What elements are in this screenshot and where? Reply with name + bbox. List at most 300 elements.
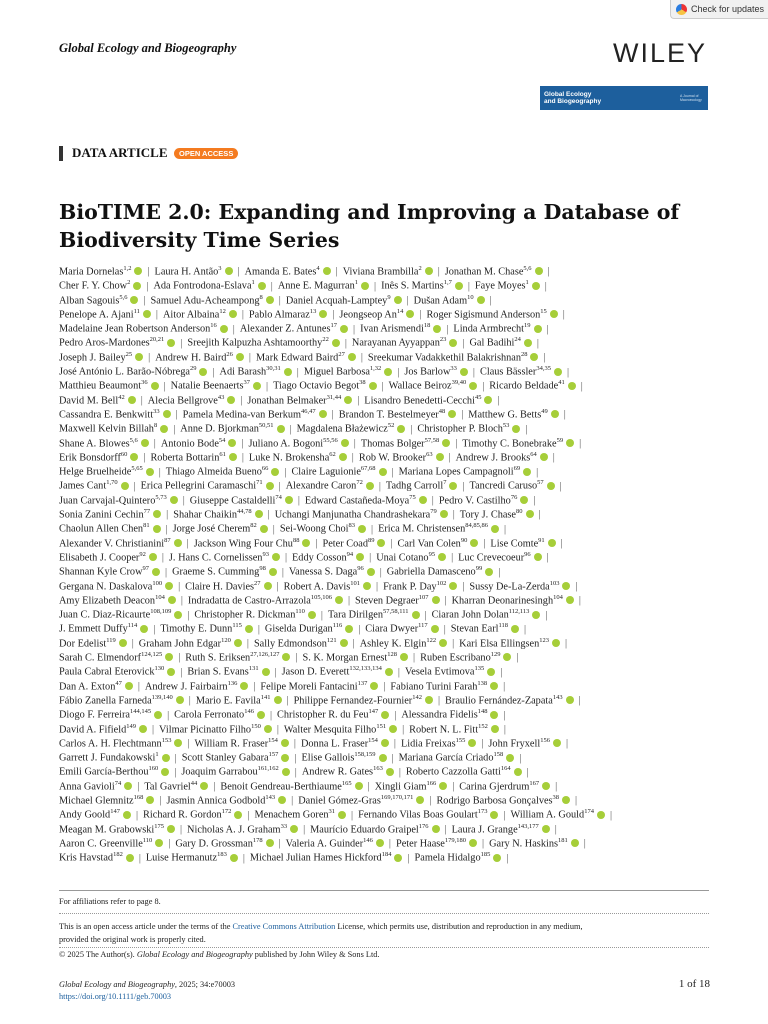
author-name[interactable]: Graeme S. Cumming [172,566,260,578]
orcid-icon[interactable] [526,510,534,518]
author-name[interactable]: Kari Elsa Ellingsen [459,638,540,650]
orcid-icon[interactable] [485,568,493,576]
author-name[interactable]: Cher F. Y. Chow [59,280,128,292]
orcid-icon[interactable] [228,439,236,447]
author-name[interactable]: Anna Gavioli [59,781,115,793]
author-name[interactable]: Fábio Zanella Farneda [59,695,152,707]
author-name[interactable]: Nicholas A. J. Graham [187,824,281,835]
author-name[interactable]: Frank P. Day [383,580,437,592]
orcid-icon[interactable] [308,611,316,619]
author-name[interactable]: Erik Bonsdorff [59,452,121,464]
orcid-icon[interactable] [133,282,141,290]
author-name[interactable]: Michael Glemnitz [59,795,134,807]
author-name[interactable]: Ivan Arismendi [360,323,424,335]
orcid-icon[interactable] [542,782,550,790]
author-name[interactable]: Dan A. Exton [59,681,116,693]
orcid-icon[interactable] [439,782,447,790]
author-name[interactable]: Fernando Vilas Boas Goulart [358,809,478,821]
orcid-icon[interactable] [146,468,154,476]
orcid-icon[interactable] [149,553,157,561]
author-name[interactable]: Shane A. Blowes [59,437,130,449]
author-name[interactable]: John Fryxell [488,738,541,750]
author-name[interactable]: Rodrigo Barbosa Gonçalves [436,795,553,807]
author-name[interactable]: Alexander Z. Antunes [239,323,331,335]
orcid-icon[interactable] [165,582,173,590]
orcid-icon[interactable] [355,782,363,790]
orcid-icon[interactable] [154,711,162,719]
author-name[interactable]: Sally Edmondson [253,638,327,650]
orcid-icon[interactable] [406,310,414,318]
orcid-icon[interactable] [348,353,356,361]
author-name[interactable]: J. Emmett Duffy [59,623,128,635]
orcid-icon[interactable] [255,510,263,518]
orcid-icon[interactable] [124,782,132,790]
orcid-icon[interactable] [230,854,238,862]
author-name[interactable]: Magdalena Błażewicz [296,423,388,435]
orcid-icon[interactable] [540,453,548,461]
orcid-icon[interactable] [503,653,511,661]
orcid-icon[interactable] [152,568,160,576]
author-name[interactable]: Xingli Giam [374,781,427,793]
doi-link[interactable]: https://doi.org/10.1111/geb.70003 [59,992,172,1001]
orcid-icon[interactable] [227,396,235,404]
orcid-icon[interactable] [448,410,456,418]
author-name[interactable]: Gary N. Haskins [489,838,558,850]
orcid-icon[interactable] [143,310,151,318]
orcid-icon[interactable] [394,296,402,304]
author-name[interactable]: Joaquim Garrabou [181,766,258,778]
orcid-icon[interactable] [477,296,485,304]
author-name[interactable]: Jackson Wing Four Chu [193,538,293,550]
orcid-icon[interactable] [332,339,340,347]
orcid-icon[interactable] [367,568,375,576]
author-name[interactable]: Shannan Kyle Crow [59,566,143,578]
author-name[interactable]: Ada Fontrodona-Eslava [153,280,252,292]
author-name[interactable]: Michael Julian Hames Hickford [249,852,382,864]
author-name[interactable]: Claire Laguionie [291,466,361,478]
author-name[interactable]: Roberto Cazzolla Gatti [405,766,501,778]
author-name[interactable]: Inês S. Martins [381,280,444,292]
author-name[interactable]: Aaron C. Greenville [59,838,143,850]
author-name[interactable]: Sreekumar Vadakkethil Balakrishnan [367,352,521,364]
author-name[interactable]: Matthew G. Betts [468,409,542,421]
orcid-icon[interactable] [386,768,394,776]
orcid-icon[interactable] [271,468,279,476]
author-name[interactable]: Shahar Chaikin [173,509,237,521]
author-name[interactable]: Roberta Bottarin [150,452,220,464]
orcid-icon[interactable] [470,539,478,547]
author-name[interactable]: Christopher R. du Feu [277,709,369,721]
orcid-icon[interactable] [534,553,542,561]
author-name[interactable]: Robert N. L. Fitt [409,723,479,735]
author-name[interactable]: Madelaine Jean Robertson Anderson [59,323,211,335]
orcid-icon[interactable] [440,510,448,518]
orcid-icon[interactable] [512,425,520,433]
orcid-icon[interactable] [361,282,369,290]
author-name[interactable]: Tal Gavriel [144,781,191,793]
orcid-icon[interactable] [484,396,492,404]
author-name[interactable]: David M. Bell [59,395,119,407]
orcid-icon[interactable] [236,353,244,361]
author-name[interactable]: Robert A. Davis [283,580,351,592]
orcid-icon[interactable] [282,653,290,661]
author-name[interactable]: Helge Bruelheide [59,466,132,478]
author-name[interactable]: Andrew J. Brooks [455,452,531,464]
author-name[interactable]: Sussy De-La-Zerda [469,580,550,592]
orcid-icon[interactable] [151,382,159,390]
orcid-icon[interactable] [119,639,127,647]
orcid-icon[interactable] [554,368,562,376]
author-name[interactable]: Diogo F. Ferreira [59,709,130,721]
orcid-icon[interactable] [134,267,142,275]
author-name[interactable]: Maria Dornelas [59,266,124,278]
author-name[interactable]: Lise Comte [490,538,539,550]
orcid-icon[interactable] [400,653,408,661]
author-name[interactable]: Dušan Adam [413,295,468,307]
orcid-icon[interactable] [345,625,353,633]
author-name[interactable]: Jorge José Cherem [172,523,251,535]
orcid-icon[interactable] [126,854,134,862]
author-name[interactable]: Scott Stanley Gabara [181,752,269,764]
author-name[interactable]: Linda Armbrecht [453,323,525,335]
author-name[interactable]: Antonio Bode [160,437,219,449]
orcid-icon[interactable] [262,668,270,676]
author-name[interactable]: Luke N. Brokensha [248,452,330,464]
author-name[interactable]: Stevan Earl [450,623,499,635]
author-name[interactable]: Natalie Beenaerts [170,380,244,392]
author-name[interactable]: Alban Sagouis [59,295,120,307]
orcid-icon[interactable] [266,482,274,490]
author-name[interactable]: Gabriella Damasceno [386,566,476,578]
orcid-icon[interactable] [163,410,171,418]
orcid-icon[interactable] [548,539,556,547]
orcid-icon[interactable] [335,596,343,604]
orcid-icon[interactable] [141,439,149,447]
orcid-icon[interactable] [491,525,499,533]
author-name[interactable]: Paula Cabral Eterovick [59,666,155,678]
author-name[interactable]: Andrew R. Gates [301,766,374,778]
orcid-icon[interactable] [379,468,387,476]
orcid-icon[interactable] [530,353,538,361]
orcid-icon[interactable] [319,310,327,318]
orcid-icon[interactable] [260,525,268,533]
author-name[interactable]: William A. Gould [510,809,585,821]
orcid-icon[interactable] [240,682,248,690]
author-name[interactable]: Ricardo Beldade [489,380,559,392]
orcid-icon[interactable] [376,839,384,847]
author-name[interactable]: Philippe Fernandez-Fournier [293,695,413,707]
orcid-icon[interactable] [264,582,272,590]
author-name[interactable]: Andrew J. Fairbairn [144,681,228,693]
author-name[interactable]: J. Hans C. Cornelissen [168,552,263,564]
orcid-icon[interactable] [253,382,261,390]
orcid-icon[interactable] [534,325,542,333]
orcid-icon[interactable] [551,410,559,418]
orcid-icon[interactable] [366,482,374,490]
orcid-icon[interactable] [281,754,289,762]
author-name[interactable]: Alecia Bellgrove [147,395,218,407]
orcid-icon[interactable] [432,825,440,833]
orcid-icon[interactable] [490,682,498,690]
orcid-icon[interactable] [566,696,574,704]
author-name[interactable]: Vesela Evtimova [404,666,475,678]
author-name[interactable]: Matthieu Beaumont [59,380,142,392]
author-name[interactable]: Timothy C. Bonebrake [462,437,557,449]
author-name[interactable]: Meagan M. Grabowski [59,824,155,835]
author-name[interactable]: Thomas Bolger [360,437,425,449]
orcid-icon[interactable] [552,639,560,647]
orcid-icon[interactable] [523,468,531,476]
orcid-icon[interactable] [319,410,327,418]
orcid-icon[interactable] [257,711,265,719]
orcid-icon[interactable] [469,382,477,390]
author-name[interactable]: Felipe Moreli Fantacini [260,681,358,693]
author-name[interactable]: Miguel Barbosa [303,366,370,378]
author-name[interactable]: Tadhg Carroll [385,480,444,492]
orcid-icon[interactable] [377,539,385,547]
author-name[interactable]: Mariana García Criado [398,752,494,764]
orcid-icon[interactable] [245,625,253,633]
orcid-icon[interactable] [339,453,347,461]
orcid-icon[interactable] [161,768,169,776]
author-name[interactable]: Amy Elizabeth Deacon [59,595,156,607]
author-name[interactable]: Alexandre Caron [285,480,357,492]
author-name[interactable]: Tiago Octavio Begot [273,380,360,392]
author-name[interactable]: Mariana Lopes Campagnoli [398,466,514,478]
author-name[interactable]: Carl Van Colen [397,538,461,550]
author-name[interactable]: Pedro Aros-Mardones [59,337,150,349]
orcid-icon[interactable] [168,596,176,604]
orcid-icon[interactable] [167,339,175,347]
orcid-icon[interactable] [493,854,501,862]
orcid-icon[interactable] [370,682,378,690]
orcid-icon[interactable] [449,482,457,490]
author-name[interactable]: Tory J. Chase [459,509,516,521]
orcid-icon[interactable] [514,768,522,776]
orcid-icon[interactable] [234,811,242,819]
author-name[interactable]: Timothy E. Dunn [160,623,233,635]
orcid-icon[interactable] [535,267,543,275]
author-name[interactable]: Daniel Gómez-Gras [298,795,381,807]
orcid-icon[interactable] [455,282,463,290]
orcid-icon[interactable] [266,296,274,304]
orcid-icon[interactable] [174,611,182,619]
author-name[interactable]: Emili García-Berthou [59,766,149,778]
author-name[interactable]: Juan Carvajal-Quintero [59,495,156,507]
orcid-icon[interactable] [532,282,540,290]
orcid-icon[interactable] [153,525,161,533]
orcid-icon[interactable] [130,453,138,461]
author-name[interactable]: Juliano A. Bogoni [248,437,324,449]
author-name[interactable]: Menachem Goren [254,809,329,821]
orcid-icon[interactable] [272,553,280,561]
orcid-icon[interactable] [419,496,427,504]
author-name[interactable]: Aitor Albaina [162,309,220,321]
orcid-icon[interactable] [264,725,272,733]
author-name[interactable]: Erica Pellegrini Caramaschi [140,480,257,492]
author-name[interactable]: James Cant [59,480,107,492]
orcid-icon[interactable] [506,754,514,762]
author-name[interactable]: Christopher P. Bloch [417,423,503,435]
orcid-icon[interactable] [550,310,558,318]
orcid-icon[interactable] [416,796,424,804]
orcid-icon[interactable] [568,382,576,390]
author-name[interactable]: Alexander V. Christianini [59,538,165,550]
orcid-icon[interactable] [381,711,389,719]
author-name[interactable]: Indradatta de Castro-Arrazola [187,595,311,607]
orcid-icon[interactable] [174,539,182,547]
author-name[interactable]: Anne D. Bjorkman [180,423,259,435]
author-name[interactable]: Fabiano Turini Farah [390,681,478,693]
orcid-icon[interactable] [547,482,555,490]
orcid-icon[interactable] [199,368,207,376]
author-name[interactable]: Eddy Cosson [292,552,347,564]
author-name[interactable]: Lisandro Benedetti-Cecchi [364,395,475,407]
orcid-icon[interactable] [344,396,352,404]
orcid-icon[interactable] [170,496,178,504]
orcid-icon[interactable] [562,796,570,804]
author-name[interactable]: Gal Badihi [469,337,515,349]
author-name[interactable]: Pedro V. Castilho [438,495,511,507]
author-name[interactable]: Daniel Acquah-Lamptey [285,295,388,307]
orcid-icon[interactable] [174,739,182,747]
author-name[interactable]: Claus Bässler [479,366,537,378]
author-name[interactable]: Braulio Fernández-Zapata [445,695,553,707]
author-name[interactable]: Luc Crevecoeur [458,552,525,564]
orcid-icon[interactable] [176,696,184,704]
orcid-icon[interactable] [323,267,331,275]
author-name[interactable]: Jasmin Annica Godbold [166,795,266,807]
orcid-icon[interactable] [302,539,310,547]
orcid-icon[interactable] [412,611,420,619]
author-name[interactable]: David A. Fifield [59,723,127,735]
orcid-icon[interactable] [436,453,444,461]
author-name[interactable]: Peter Coad [322,538,368,550]
orcid-icon[interactable] [266,839,274,847]
author-name[interactable]: Maurício Eduardo Graipel [310,824,419,835]
creative-commons-link[interactable]: Creative Commons Attribution [232,922,336,931]
orcid-icon[interactable] [389,725,397,733]
orcid-icon[interactable] [425,267,433,275]
orcid-icon[interactable] [278,796,286,804]
author-name[interactable]: Vilmar Picinatto Filho [159,723,252,735]
orcid-icon[interactable] [139,725,147,733]
orcid-icon[interactable] [491,725,499,733]
orcid-icon[interactable] [425,696,433,704]
orcid-icon[interactable] [468,739,476,747]
author-name[interactable]: Sreejith Kalpuzha Ashtamoorthy [187,337,323,349]
orcid-icon[interactable] [369,382,377,390]
orcid-icon[interactable] [123,811,131,819]
orcid-icon[interactable] [439,639,447,647]
author-name[interactable]: Roger Sigismund Anderson [426,309,541,321]
author-name[interactable]: Kharran Deonarinesingh [451,595,554,607]
author-name[interactable]: Rob W. Brooker [358,452,427,464]
author-name[interactable]: Viviana Brambilla [342,266,419,278]
author-name[interactable]: William R. Fraser [194,738,269,750]
orcid-icon[interactable] [160,425,168,433]
author-name[interactable]: Lidia Freixas [400,738,456,750]
author-name[interactable]: Dor Edelist [59,638,107,650]
author-name[interactable]: S. K. Morgan Ernest [302,652,388,664]
author-name[interactable]: Joseph J. Bailey [59,352,126,364]
orcid-icon[interactable] [162,754,170,762]
orcid-icon[interactable] [385,668,393,676]
author-name[interactable]: Cassandra E. Benkwitt [59,409,154,421]
orcid-icon[interactable] [274,696,282,704]
author-name[interactable]: Graham John Edgar [138,638,222,650]
orcid-icon[interactable] [128,396,136,404]
author-name[interactable]: Maxwell Kelvin Billah [59,423,154,435]
author-name[interactable]: Edward Castañeda-Moya [304,495,410,507]
orcid-icon[interactable] [553,739,561,747]
orcid-icon[interactable] [290,825,298,833]
author-name[interactable]: Pamela Hidalgo [414,852,481,864]
author-name[interactable]: Pamela Medina-van Berkum [182,409,302,421]
orcid-icon[interactable] [340,325,348,333]
author-name[interactable]: Samuel Adu-Acheampong [150,295,260,307]
orcid-icon[interactable] [562,582,570,590]
author-name[interactable]: Walter Mesquita Filho [283,723,377,735]
author-name[interactable]: Ruben Escribano [420,652,491,664]
orcid-icon[interactable] [200,782,208,790]
orcid-icon[interactable] [277,425,285,433]
author-name[interactable]: Sarah C. Elmendorf [59,652,142,664]
author-name[interactable]: Uchangi Manjunatha Chandrashekara [274,509,431,521]
orcid-icon[interactable] [511,625,519,633]
orcid-icon[interactable] [542,825,550,833]
orcid-icon[interactable] [490,811,498,819]
orcid-icon[interactable] [220,325,228,333]
orcid-icon[interactable] [566,439,574,447]
author-name[interactable]: Chaolun Allen Chen [59,523,144,535]
author-name[interactable]: Jonathan M. Chase [444,266,524,278]
orcid-icon[interactable] [442,439,450,447]
check-for-updates-button[interactable] [670,0,768,19]
author-name[interactable]: Jeongseop An [339,309,397,321]
author-name[interactable]: Richard R. Gordon [143,809,222,821]
author-name[interactable]: Erica M. Christensen [378,523,466,535]
author-name[interactable]: Elisabeth J. Cooper [59,552,140,564]
orcid-icon[interactable] [140,625,148,633]
orcid-icon[interactable] [153,510,161,518]
author-name[interactable]: Ruth S. Eriksen [185,652,251,664]
orcid-icon[interactable] [146,796,154,804]
orcid-icon[interactable] [363,582,371,590]
author-name[interactable]: Gary D. Grossman [175,838,253,850]
orcid-icon[interactable] [125,682,133,690]
orcid-icon[interactable] [167,825,175,833]
orcid-icon[interactable] [282,768,290,776]
author-name[interactable]: Valeria A. Guinder [285,838,364,850]
orcid-icon[interactable] [167,668,175,676]
author-name[interactable]: Andy Goold [59,809,111,821]
author-name[interactable]: Claire H. Davies [185,580,255,592]
author-name[interactable]: Alessandra Fidelis [401,709,478,721]
author-name[interactable]: Andrew H. Baird [155,352,227,364]
orcid-icon[interactable] [431,625,439,633]
orcid-icon[interactable] [130,296,138,304]
author-name[interactable]: Elise Gallois [301,752,355,764]
orcid-icon[interactable] [225,267,233,275]
author-name[interactable]: Steven Degraer [355,595,419,607]
author-name[interactable]: Gergana N. Daskalova [59,580,153,592]
orcid-icon[interactable] [469,839,477,847]
author-name[interactable]: Pablo Almaraz [248,309,310,321]
author-name[interactable]: Brian S. Evans [187,666,249,678]
orcid-icon[interactable] [281,739,289,747]
author-name[interactable]: Mario E. Favila [195,695,261,707]
